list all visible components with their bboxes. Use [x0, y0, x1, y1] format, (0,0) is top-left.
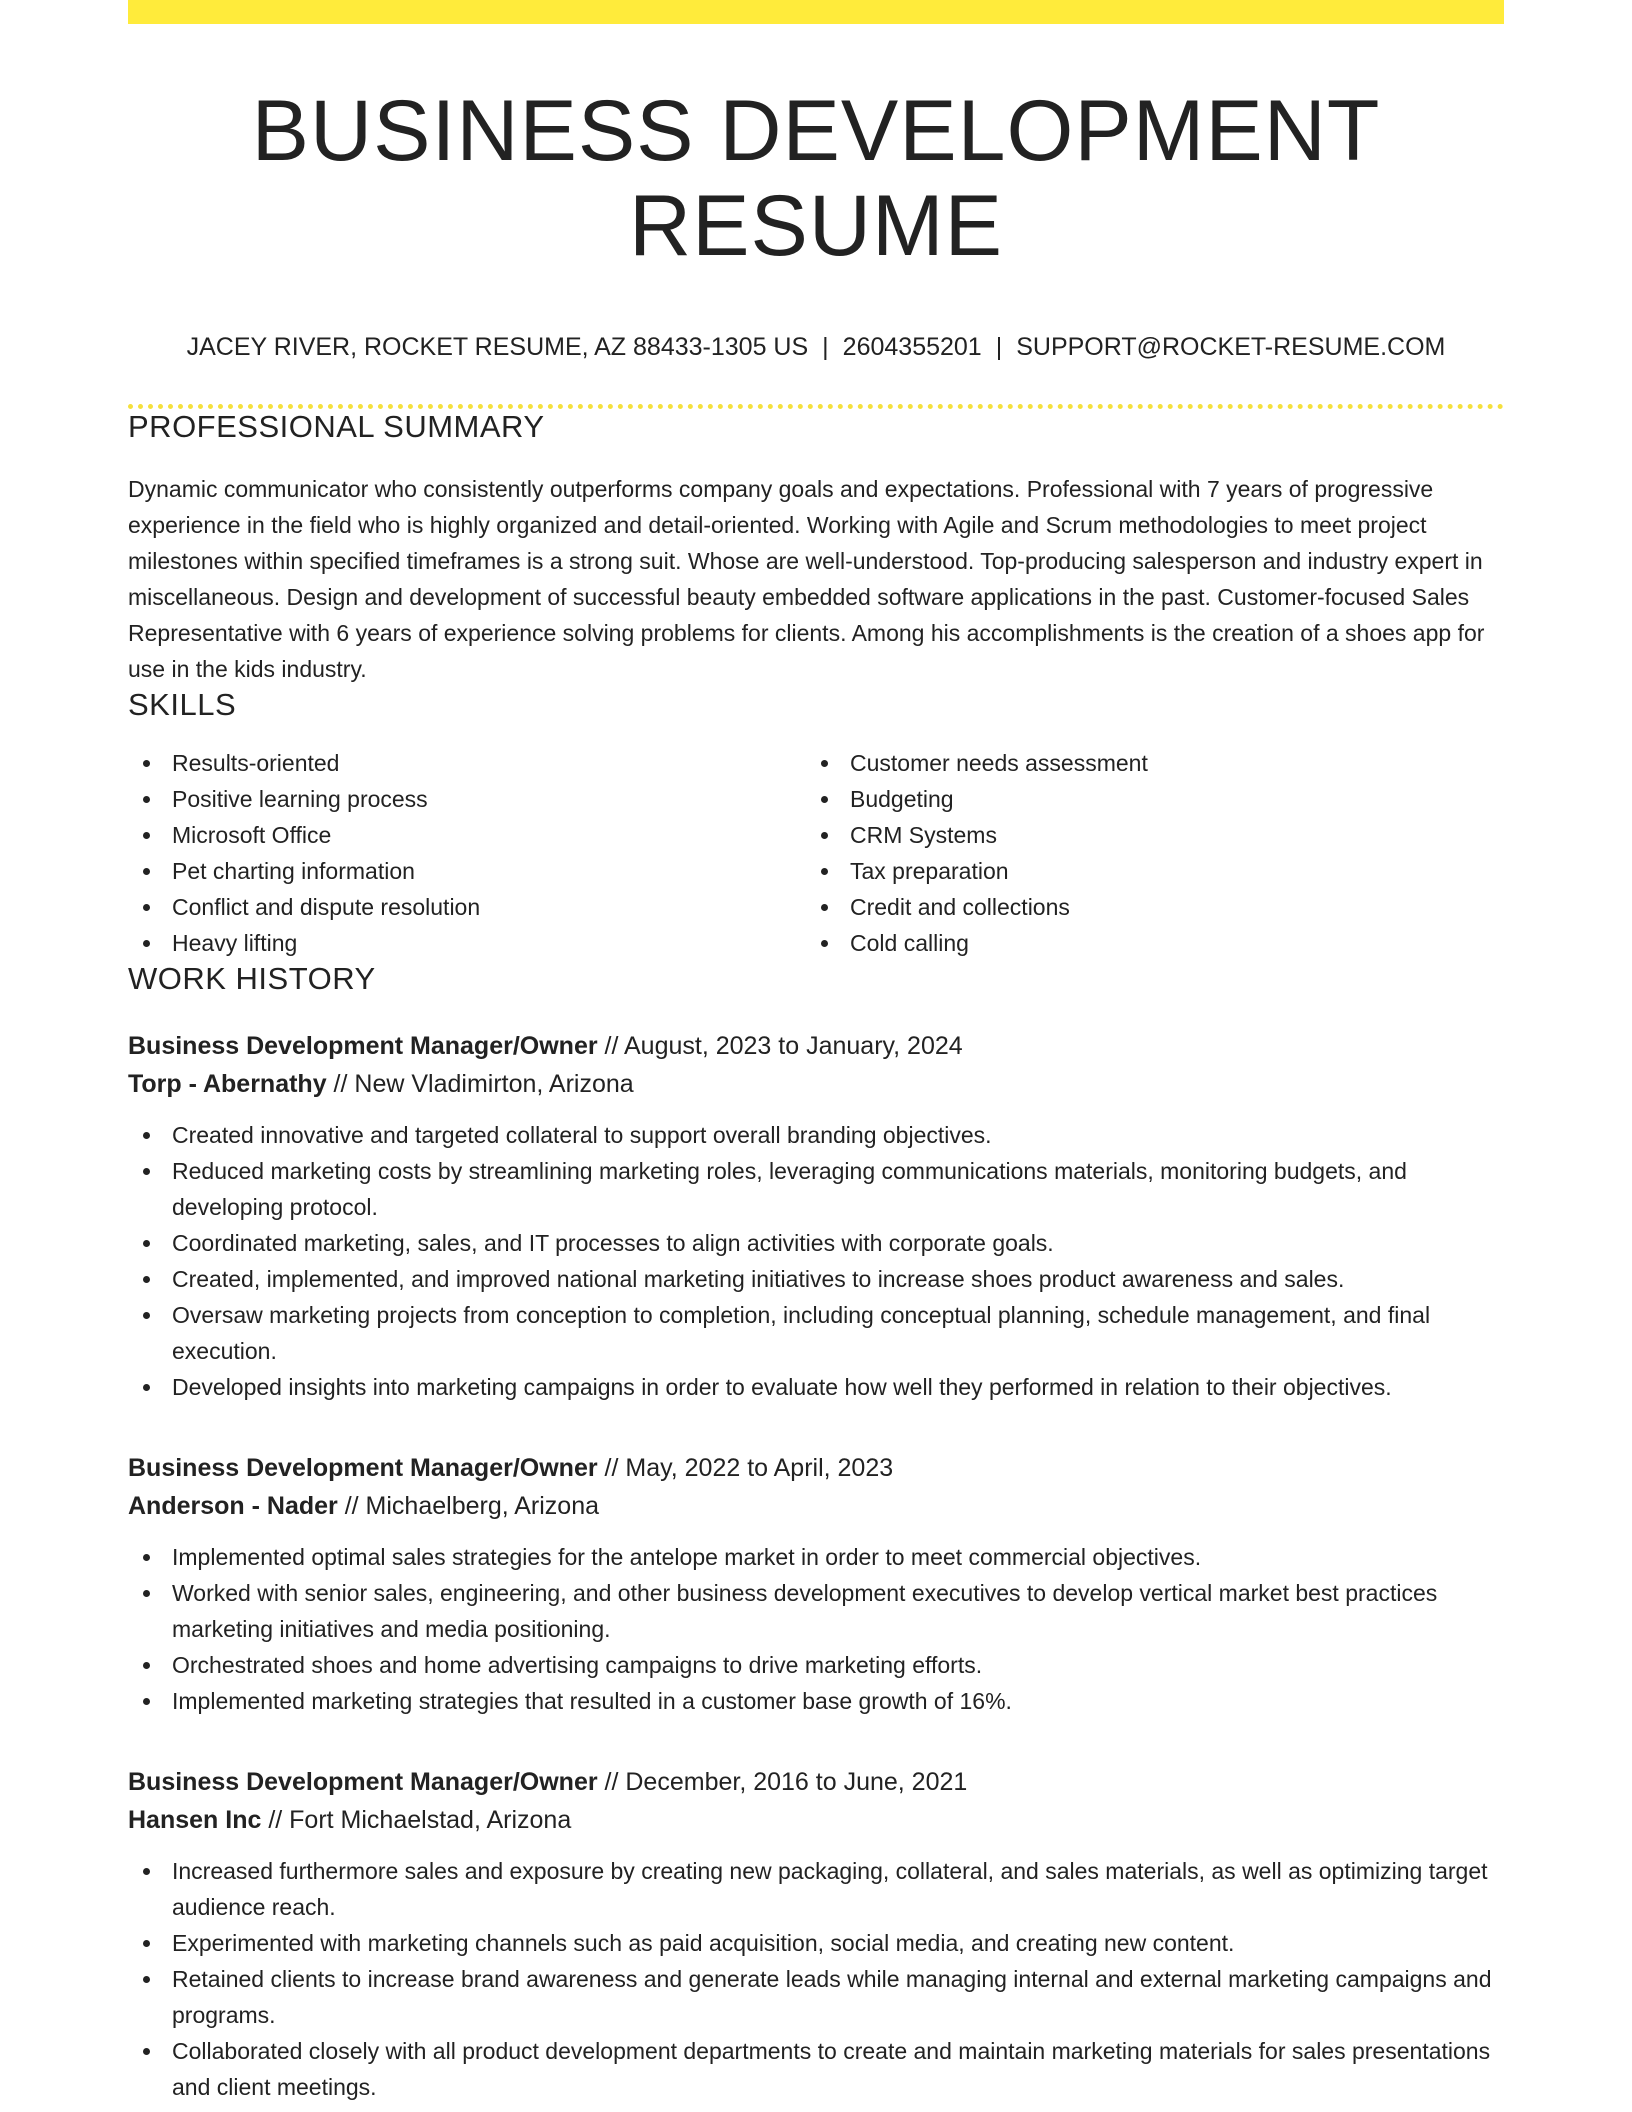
job-bullet: Increased furthermore sales and exposure by creating new packaging, collateral, and sales materials, as well as optimizing target audience reach.	[128, 1853, 1504, 1925]
job-dates: // August, 2023 to January, 2024	[597, 1031, 963, 1060]
job-bullet: Developed insights into marketing campaigns in order to evaluate how well they performed in relation to their objectives.	[128, 1369, 1504, 1405]
job-title-line	[128, 1449, 1504, 1487]
job-title: Business Development Manager/Owner	[128, 1031, 598, 1060]
accent-bar	[128, 0, 1504, 24]
job-company: Torp - Abernathy	[128, 1069, 327, 1098]
job-bullets	[128, 1853, 1504, 2105]
job-title-line	[128, 1763, 1504, 1801]
skill-item: Tax preparation	[806, 853, 1484, 889]
job-bullets	[128, 1117, 1504, 1405]
skill-item: Heavy lifting	[128, 925, 806, 961]
job-entry	[128, 1763, 1504, 2105]
job-bullets	[128, 1539, 1504, 1719]
job-company: Hansen Inc	[128, 1805, 262, 1834]
contact-email: SUPPORT@ROCKET-RESUME.COM	[1016, 333, 1446, 362]
job-bullet: Implemented marketing strategies that resulted in a customer base growth of 16%.	[128, 1683, 1504, 1719]
skill-item: CRM Systems	[806, 817, 1484, 853]
skill-item: Cold calling	[806, 925, 1484, 961]
summary-text: Dynamic communicator who consistently outperforms company goals and expectations. Professional with 7 years of progressive experience in the field who is highly organized and detail-oriented. Working with Agile and Scrum methodologies to meet project milestones within specified timeframes is a strong suit. Whose are well-understood. Top-producing salesperson and industry expert in miscellaneous. Design and development of successful beauty embedded software applications in the past. Customer-focused Sales Representative with 6 years of experience solving problems for clients. Among his accomplishments is the creation of a shoes app for use in the kids industry.	[128, 475, 1485, 682]
skills-list	[128, 745, 1504, 961]
job-bullet: Implemented optimal sales strategies for the antelope market in order to meet commercial objectives.	[128, 1539, 1504, 1575]
skills-column-left	[128, 745, 806, 961]
skill-item: Positive learning process	[128, 781, 806, 817]
job-bullet: Experimented with marketing channels such as paid acquisition, social media, and creating new content.	[128, 1925, 1504, 1961]
job-company-line	[128, 1487, 1504, 1525]
skill-item: Conflict and dispute resolution	[128, 889, 806, 925]
job-bullet: Reduced marketing costs by streamlining marketing roles, leveraging communications materials, monitoring budgets, and developing protocol.	[128, 1153, 1504, 1225]
skill-item: Pet charting information	[128, 853, 806, 889]
job-title-line	[128, 1027, 1504, 1065]
job-bullet: Created, implemented, and improved national marketing initiatives to increase shoes product awareness and sales.	[128, 1261, 1504, 1297]
contact-separator: |	[822, 333, 829, 362]
skill-item: Budgeting	[806, 781, 1484, 817]
contact-phone: 2604355201	[842, 333, 982, 362]
job-company-line	[128, 1801, 1504, 1839]
job-dates: // May, 2022 to April, 2023	[597, 1453, 894, 1482]
job-location: // Michaelberg, Arizona	[337, 1491, 600, 1520]
job-title: Business Development Manager/Owner	[128, 1453, 598, 1482]
job-bullet: Coordinated marketing, sales, and IT processes to align activities with corporate goals.	[128, 1225, 1504, 1261]
skills-heading: SKILLS	[128, 686, 237, 722]
skill-item: Microsoft Office	[128, 817, 806, 853]
resume-title: BUSINESS DEVELOPMENT RESUME	[251, 83, 1381, 274]
contact-line	[128, 331, 1504, 364]
job-bullet: Worked with senior sales, engineering, and other business development executives to develop vertical market best practices marketing initiatives and media positioning.	[128, 1575, 1504, 1647]
job-location: // Fort Michaelstad, Arizona	[261, 1805, 572, 1834]
job-bullet: Retained clients to increase brand awareness and generate leads while managing internal and external marketing campaigns and programs.	[128, 1961, 1504, 2033]
job-company: Anderson - Nader	[128, 1491, 338, 1520]
job-bullet: Collaborated closely with all product development departments to create and maintain marketing materials for sales presentations and client meetings.	[128, 2033, 1504, 2105]
skill-item: Customer needs assessment	[806, 745, 1484, 781]
job-entry	[128, 1449, 1504, 1719]
job-dates: // December, 2016 to June, 2021	[597, 1767, 968, 1796]
skill-item: Credit and collections	[806, 889, 1484, 925]
job-bullet: Orchestrated shoes and home advertising campaigns to drive marketing efforts.	[128, 1647, 1504, 1683]
summary-heading: PROFESSIONAL SUMMARY	[128, 408, 545, 444]
work-history-heading: WORK HISTORY	[128, 960, 376, 996]
job-entry	[128, 1027, 1504, 1405]
job-company-line	[128, 1065, 1504, 1103]
skill-item: Results-oriented	[128, 745, 806, 781]
resume-page	[128, 0, 1504, 2105]
job-bullet: Created innovative and targeted collateral to support overall branding objectives.	[128, 1117, 1504, 1153]
skills-column-right	[806, 745, 1484, 961]
job-title: Business Development Manager/Owner	[128, 1767, 598, 1796]
job-location: // New Vladimirton, Arizona	[326, 1069, 634, 1098]
contact-separator: |	[995, 333, 1003, 362]
contact-address: JACEY RIVER, ROCKET RESUME, AZ 88433-1305 US	[186, 333, 809, 362]
job-bullet: Oversaw marketing projects from conception to completion, including conceptual planning, schedule management, and final execution.	[128, 1297, 1504, 1369]
